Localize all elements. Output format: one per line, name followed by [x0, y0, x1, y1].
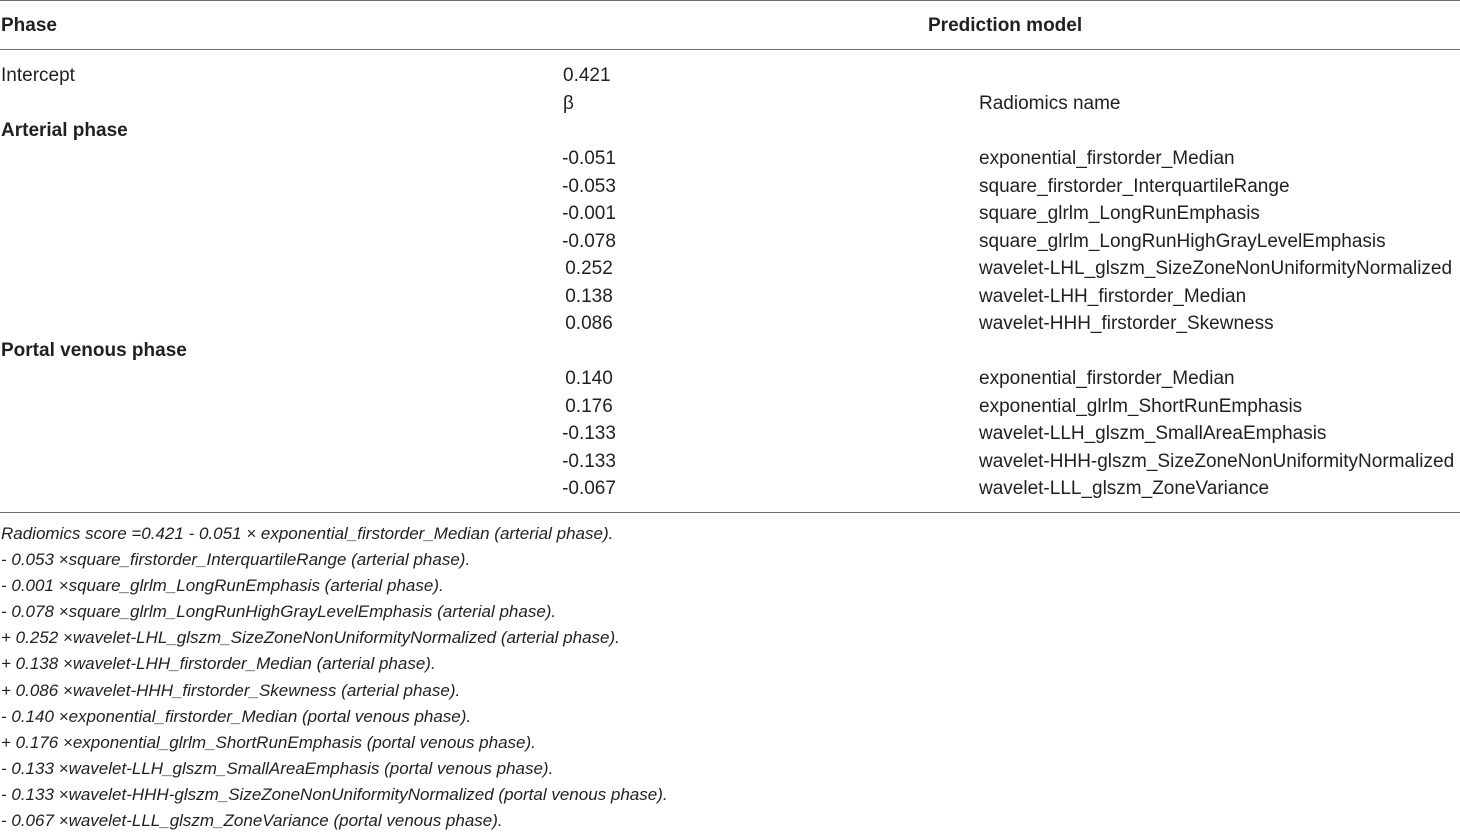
intercept-label: Intercept: [1, 65, 75, 86]
table-header-rule: [0, 49, 1460, 50]
table-row-radiomics-name: wavelet-LLH_glszm_SmallAreaEmphasis: [979, 423, 1327, 444]
table-row-beta: 0.252: [565, 258, 613, 279]
intercept-value: 0.421: [563, 65, 611, 86]
table-bottom-rule: [0, 512, 1460, 513]
column-header-prediction-model: Prediction model: [928, 15, 1083, 36]
formula-line: - 0.078 ×square_glrlm_LongRunHighGrayLevelEmphasis (arterial phase).: [1, 602, 557, 622]
table-row-beta: -0.133: [562, 423, 616, 444]
table-row-beta: -0.053: [562, 176, 616, 197]
table-row-radiomics-name: exponential_firstorder_Median: [979, 368, 1235, 389]
table-row-beta: 0.140: [565, 368, 613, 389]
table-top-rule: [0, 0, 1460, 1]
section-label-portal-venous-phase: Portal venous phase: [1, 340, 187, 361]
table-row-beta: -0.051: [562, 148, 616, 169]
section-label-arterial-phase: Arterial phase: [1, 120, 128, 141]
table-row-radiomics-name: wavelet-LHL_glszm_SizeZoneNonUniformityNormalized: [979, 258, 1453, 279]
table-row-radiomics-name: wavelet-LHH_firstorder_Median: [979, 286, 1247, 307]
formula-line: + 0.176 ×exponential_glrlm_ShortRunEmphasis (portal venous phase).: [1, 732, 536, 752]
table-row-radiomics-name: wavelet-HHH-glszm_SizeZoneNonUniformityNormalized: [979, 451, 1455, 472]
radiomics-score-formula: [1, 521, 1456, 834]
table-row-radiomics-name: square_glrlm_LongRunEmphasis: [979, 203, 1260, 224]
beta-column-label: β: [563, 93, 574, 114]
formula-line: - 0.133 ×wavelet-LLH_glszm_SmallAreaEmphasis (portal venous phase).: [1, 758, 554, 778]
table-row-beta: -0.001: [562, 203, 616, 224]
formula-line: - 0.133 ×wavelet-HHH-glszm_SizeZoneNonUniformityNormalized (portal venous phase).: [1, 784, 668, 804]
formula-line: Radiomics score =0.421 - 0.051 × exponential_firstorder_Median (arterial phase).: [1, 524, 614, 543]
table-row-radiomics-name: square_glrlm_LongRunHighGrayLevelEmphasis: [979, 231, 1386, 252]
formula-line: + 0.086 ×wavelet-HHH_firstorder_Skewness (arterial phase).: [1, 680, 461, 700]
table-row-beta: 0.086: [565, 313, 613, 334]
radiomics-name-column-label: Radiomics name: [979, 93, 1121, 114]
formula-line: - 0.140 ×exponential_firstorder_Median (portal venous phase).: [1, 706, 472, 726]
column-header-phase: Phase: [1, 15, 57, 36]
table-row-beta: -0.078: [562, 231, 616, 252]
formula-line: + 0.138 ×wavelet-LHH_firstorder_Median (arterial phase).: [1, 654, 436, 674]
table-row-radiomics-name: wavelet-LLL_glszm_ZoneVariance: [979, 478, 1270, 499]
table-row-beta: 0.138: [565, 286, 613, 307]
formula-line: - 0.053 ×square_firstorder_InterquartileRange (arterial phase).: [1, 550, 471, 570]
formula-line: - 0.001 ×square_glrlm_LongRunEmphasis (arterial phase).: [1, 576, 444, 596]
table-row-radiomics-name: wavelet-HHH_firstorder_Skewness: [979, 313, 1274, 334]
formula-line: + 0.252 ×wavelet-LHL_glszm_SizeZoneNonUniformityNormalized (arterial phase).: [1, 628, 620, 648]
table-row-beta: 0.176: [565, 396, 613, 417]
formula-line: - 0.067 ×wavelet-LLL_glszm_ZoneVariance (portal venous phase).: [1, 811, 503, 831]
table-row-radiomics-name: exponential_firstorder_Median: [979, 148, 1235, 169]
table-row-radiomics-name: exponential_glrlm_ShortRunEmphasis: [979, 396, 1303, 417]
table-row-beta: -0.067: [562, 478, 616, 499]
table-row-radiomics-name: square_firstorder_InterquartileRange: [979, 176, 1290, 197]
table-row-beta: -0.133: [562, 451, 616, 472]
